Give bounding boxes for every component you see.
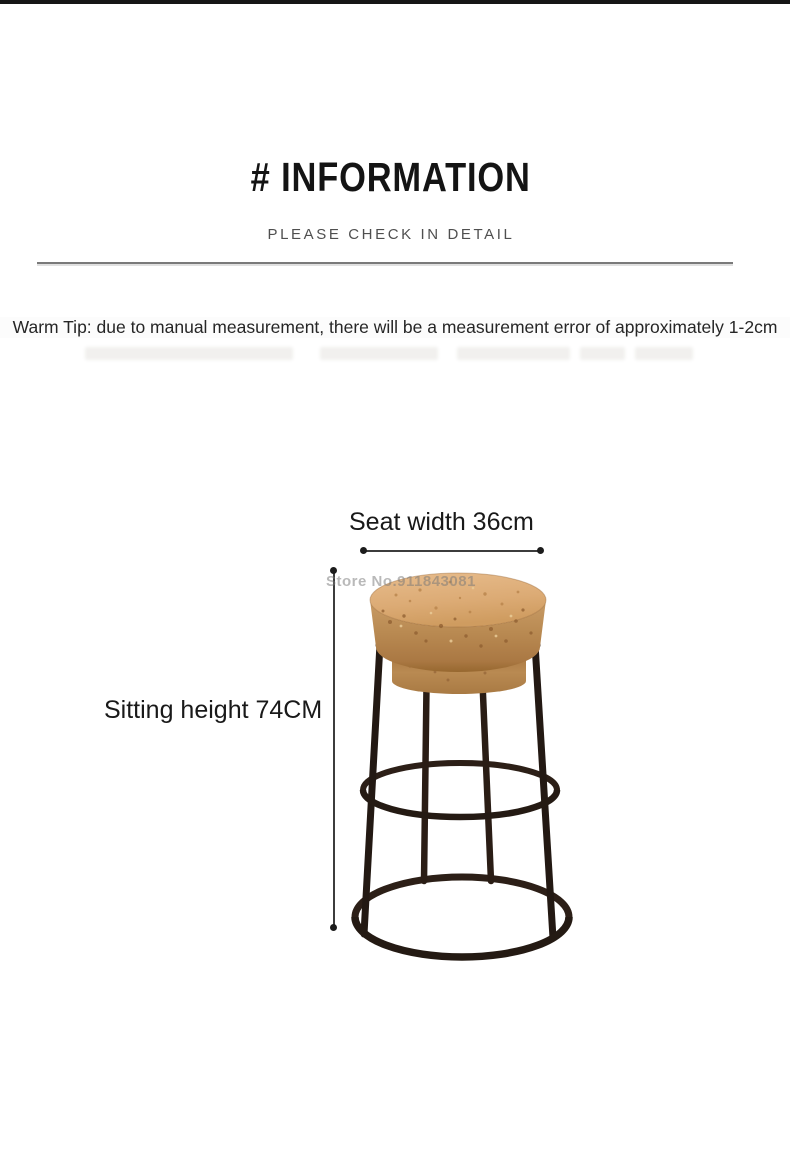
store-watermark: Store No.911843081 [326, 573, 476, 590]
top-border-bar [0, 0, 790, 4]
stool-base-ring [355, 877, 569, 917]
subheader [0, 226, 782, 244]
stool-footrest-ring [363, 763, 557, 790]
faded-text-block [580, 347, 625, 360]
faded-text-block [85, 347, 293, 360]
header-divider [37, 262, 733, 264]
stool-product-image [300, 540, 600, 980]
faded-text-block [457, 347, 570, 360]
stool-footrest-ring-front [363, 790, 557, 817]
sitting-height-label: Sitting height 74CM [104, 696, 323, 724]
faded-text-block [320, 347, 438, 360]
warm-tip-text: Warm Tip: due to manual measurement, there will be a measurement error of approximately 1-2cm [0, 317, 790, 338]
faded-text-row [0, 347, 790, 362]
page-subtitle: PLEASE CHECK IN DETAIL [267, 226, 515, 243]
seat-width-label: Seat width 36cm [349, 508, 534, 536]
header [0, 154, 782, 201]
faded-text-block [635, 347, 693, 360]
stool-base-ring-front [355, 917, 569, 957]
page-title: # INFORMATION [250, 154, 532, 200]
